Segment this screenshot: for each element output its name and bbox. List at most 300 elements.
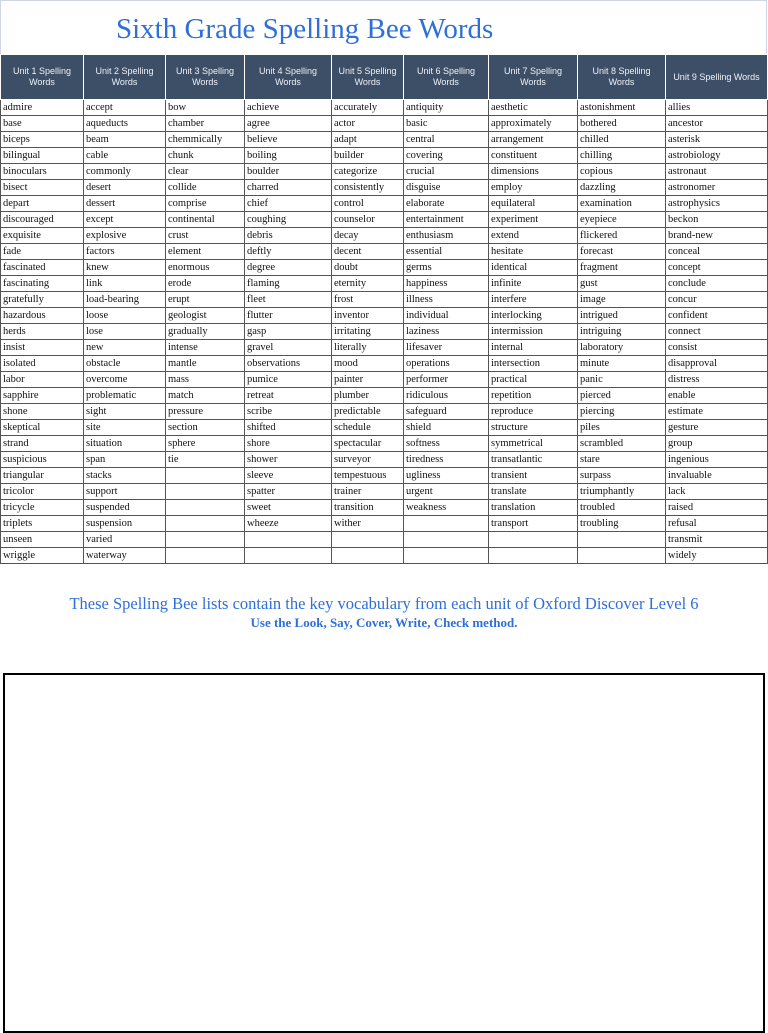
word-cell: eyepiece	[578, 212, 666, 228]
word-cell: transatlantic	[489, 452, 578, 468]
table-row	[1, 420, 768, 436]
word-cell: beckon	[666, 212, 768, 228]
word-cell: frost	[332, 292, 404, 308]
word-cell: debris	[245, 228, 332, 244]
word-cell: lose	[84, 324, 166, 340]
word-cell: hazardous	[1, 308, 84, 324]
word-cell: suspension	[84, 516, 166, 532]
word-cell: dimensions	[489, 164, 578, 180]
table-row	[1, 452, 768, 468]
word-cell: believe	[245, 132, 332, 148]
word-cell: isolated	[1, 356, 84, 372]
word-cell: sleeve	[245, 468, 332, 484]
word-cell: pumice	[245, 372, 332, 388]
word-cell: mantle	[166, 356, 245, 372]
word-cell: widely	[666, 548, 768, 564]
table-row	[1, 196, 768, 212]
word-cell: tempestuous	[332, 468, 404, 484]
word-cell: intriguing	[578, 324, 666, 340]
word-cell: crust	[166, 228, 245, 244]
table-row	[1, 436, 768, 452]
word-cell: triplets	[1, 516, 84, 532]
word-cell: decent	[332, 244, 404, 260]
word-cell	[166, 468, 245, 484]
word-cell	[245, 548, 332, 564]
word-cell: antiquity	[404, 100, 489, 116]
word-cell: explosive	[84, 228, 166, 244]
word-cell: tie	[166, 452, 245, 468]
word-cell	[404, 516, 489, 532]
word-cell: group	[666, 436, 768, 452]
column-header-unit-3: Unit 3 Spelling Words	[166, 55, 245, 100]
word-cell: counselor	[332, 212, 404, 228]
word-cell: biceps	[1, 132, 84, 148]
word-cell: stacks	[84, 468, 166, 484]
word-cell: painter	[332, 372, 404, 388]
word-cell: suspended	[84, 500, 166, 516]
word-cell: varied	[84, 532, 166, 548]
word-cell: troubled	[578, 500, 666, 516]
table-row	[1, 388, 768, 404]
column-header-unit-1: Unit 1 Spelling Words	[1, 55, 84, 100]
page-title: Sixth Grade Spelling Bee Words	[116, 13, 494, 45]
word-cell: enthusiasm	[404, 228, 489, 244]
word-cell	[166, 516, 245, 532]
word-cell: enable	[666, 388, 768, 404]
word-cell: brand-new	[666, 228, 768, 244]
word-cell: illness	[404, 292, 489, 308]
word-cell	[166, 548, 245, 564]
word-cell: section	[166, 420, 245, 436]
word-cell: geologist	[166, 308, 245, 324]
word-cell: estimate	[666, 404, 768, 420]
word-cell: shore	[245, 436, 332, 452]
word-cell	[489, 532, 578, 548]
word-cell: fascinated	[1, 260, 84, 276]
word-cell: structure	[489, 420, 578, 436]
table-row	[1, 372, 768, 388]
word-cell: unseen	[1, 532, 84, 548]
writing-box	[3, 673, 765, 1033]
word-cell: binoculars	[1, 164, 84, 180]
word-cell: invaluable	[666, 468, 768, 484]
word-cell: chemmically	[166, 132, 245, 148]
word-cell: sapphire	[1, 388, 84, 404]
table-row	[1, 244, 768, 260]
table-row	[1, 260, 768, 276]
word-cell: problematic	[84, 388, 166, 404]
word-cell: dazzling	[578, 180, 666, 196]
table-row	[1, 100, 768, 116]
word-cell	[166, 484, 245, 500]
table-row	[1, 276, 768, 292]
word-cell: depart	[1, 196, 84, 212]
word-cell: equilateral	[489, 196, 578, 212]
spelling-table-container	[0, 54, 767, 564]
word-cell: essential	[404, 244, 489, 260]
word-cell: forecast	[578, 244, 666, 260]
column-header-unit-2: Unit 2 Spelling Words	[84, 55, 166, 100]
word-cell: coughing	[245, 212, 332, 228]
word-cell: examination	[578, 196, 666, 212]
word-cell: ingenious	[666, 452, 768, 468]
word-cell: site	[84, 420, 166, 436]
word-cell: gesture	[666, 420, 768, 436]
word-cell: categorize	[332, 164, 404, 180]
word-cell: astronaut	[666, 164, 768, 180]
word-cell: intrigued	[578, 308, 666, 324]
word-cell: piercing	[578, 404, 666, 420]
word-cell: suspicious	[1, 452, 84, 468]
word-cell: conclude	[666, 276, 768, 292]
word-cell: eternity	[332, 276, 404, 292]
word-cell: admire	[1, 100, 84, 116]
word-cell: scrambled	[578, 436, 666, 452]
word-cell	[245, 532, 332, 548]
word-cell: concept	[666, 260, 768, 276]
word-cell: link	[84, 276, 166, 292]
word-cell: commonly	[84, 164, 166, 180]
word-cell: pierced	[578, 388, 666, 404]
word-cell: urgent	[404, 484, 489, 500]
word-cell: fascinating	[1, 276, 84, 292]
word-cell: translate	[489, 484, 578, 500]
word-cell: bothered	[578, 116, 666, 132]
word-cell: exquisite	[1, 228, 84, 244]
title-bar	[0, 0, 767, 54]
word-cell: accept	[84, 100, 166, 116]
word-cell: concur	[666, 292, 768, 308]
word-cell: strand	[1, 436, 84, 452]
word-cell: happiness	[404, 276, 489, 292]
word-cell: tricolor	[1, 484, 84, 500]
word-cell: constituent	[489, 148, 578, 164]
word-cell: base	[1, 116, 84, 132]
word-cell: intermission	[489, 324, 578, 340]
word-cell: sight	[84, 404, 166, 420]
word-cell: astronomer	[666, 180, 768, 196]
word-cell: obstacle	[84, 356, 166, 372]
word-cell: intense	[166, 340, 245, 356]
table-row	[1, 548, 768, 564]
word-cell: factors	[84, 244, 166, 260]
word-cell: aqueducts	[84, 116, 166, 132]
word-cell: cable	[84, 148, 166, 164]
word-cell: labor	[1, 372, 84, 388]
word-cell: troubling	[578, 516, 666, 532]
word-cell: span	[84, 452, 166, 468]
word-cell: gradually	[166, 324, 245, 340]
word-cell: repetition	[489, 388, 578, 404]
word-cell: bow	[166, 100, 245, 116]
word-cell: connect	[666, 324, 768, 340]
word-cell: decay	[332, 228, 404, 244]
word-cell: charred	[245, 180, 332, 196]
word-cell	[166, 500, 245, 516]
table-row	[1, 116, 768, 132]
word-cell: softness	[404, 436, 489, 452]
word-cell: raised	[666, 500, 768, 516]
word-cell: hesitate	[489, 244, 578, 260]
word-cell: transient	[489, 468, 578, 484]
column-header-unit-5: Unit 5 Spelling Words	[332, 55, 404, 100]
word-cell: image	[578, 292, 666, 308]
table-row	[1, 324, 768, 340]
word-cell: lack	[666, 484, 768, 500]
table-row	[1, 212, 768, 228]
word-cell: fragment	[578, 260, 666, 276]
word-cell: element	[166, 244, 245, 260]
word-cell: infinite	[489, 276, 578, 292]
word-cell: desert	[84, 180, 166, 196]
word-cell: laziness	[404, 324, 489, 340]
word-cell: conceal	[666, 244, 768, 260]
word-cell: surveyor	[332, 452, 404, 468]
word-cell: doubt	[332, 260, 404, 276]
word-cell	[489, 548, 578, 564]
word-cell	[332, 532, 404, 548]
word-cell: waterway	[84, 548, 166, 564]
word-cell: match	[166, 388, 245, 404]
column-header-unit-6: Unit 6 Spelling Words	[404, 55, 489, 100]
word-cell: wriggle	[1, 548, 84, 564]
word-cell	[404, 548, 489, 564]
word-cell: chilled	[578, 132, 666, 148]
word-cell	[578, 532, 666, 548]
word-cell: astrobiology	[666, 148, 768, 164]
word-cell: schedule	[332, 420, 404, 436]
word-cell: dessert	[84, 196, 166, 212]
word-cell: enormous	[166, 260, 245, 276]
word-cell	[404, 532, 489, 548]
word-cell: load-bearing	[84, 292, 166, 308]
word-cell: herds	[1, 324, 84, 340]
word-cell: new	[84, 340, 166, 356]
word-cell: internal	[489, 340, 578, 356]
word-cell: panic	[578, 372, 666, 388]
word-cell: insist	[1, 340, 84, 356]
word-cell: shone	[1, 404, 84, 420]
word-cell: reproduce	[489, 404, 578, 420]
word-cell: transition	[332, 500, 404, 516]
word-cell: situation	[84, 436, 166, 452]
table-row	[1, 484, 768, 500]
word-cell: ancestor	[666, 116, 768, 132]
word-cell: knew	[84, 260, 166, 276]
word-cell: lifesaver	[404, 340, 489, 356]
word-cell: continental	[166, 212, 245, 228]
word-cell: skeptical	[1, 420, 84, 436]
word-cell: comprise	[166, 196, 245, 212]
word-cell: collide	[166, 180, 245, 196]
table-row	[1, 340, 768, 356]
word-cell: boiling	[245, 148, 332, 164]
word-cell: triangular	[1, 468, 84, 484]
word-cell: intersection	[489, 356, 578, 372]
word-cell: beam	[84, 132, 166, 148]
word-cell: interlocking	[489, 308, 578, 324]
word-cell: approximately	[489, 116, 578, 132]
word-cell: crucial	[404, 164, 489, 180]
word-cell: shield	[404, 420, 489, 436]
word-cell: deftly	[245, 244, 332, 260]
word-cell: chilling	[578, 148, 666, 164]
word-cell: covering	[404, 148, 489, 164]
word-cell: predictable	[332, 404, 404, 420]
word-cell: chunk	[166, 148, 245, 164]
word-cell: fade	[1, 244, 84, 260]
word-cell: plumber	[332, 388, 404, 404]
spelling-words-table	[0, 54, 768, 564]
word-cell: tricycle	[1, 500, 84, 516]
word-cell	[578, 548, 666, 564]
word-cell: chief	[245, 196, 332, 212]
table-row	[1, 164, 768, 180]
word-cell: central	[404, 132, 489, 148]
word-cell: achieve	[245, 100, 332, 116]
word-cell: ridiculous	[404, 388, 489, 404]
word-cell: degree	[245, 260, 332, 276]
word-cell: accurately	[332, 100, 404, 116]
word-cell: mood	[332, 356, 404, 372]
word-cell: except	[84, 212, 166, 228]
word-cell: scribe	[245, 404, 332, 420]
table-row	[1, 404, 768, 420]
word-cell: triumphantly	[578, 484, 666, 500]
word-cell: arrangement	[489, 132, 578, 148]
word-cell: inventor	[332, 308, 404, 324]
word-cell: consistently	[332, 180, 404, 196]
word-cell: discouraged	[1, 212, 84, 228]
word-cell: erode	[166, 276, 245, 292]
word-cell: gust	[578, 276, 666, 292]
word-cell: disapproval	[666, 356, 768, 372]
word-cell: copious	[578, 164, 666, 180]
table-row	[1, 500, 768, 516]
word-cell: control	[332, 196, 404, 212]
word-cell: translation	[489, 500, 578, 516]
footer-note: These Spelling Bee lists contain the key vocabulary from each unit of Oxford Discover Level 6	[69, 594, 699, 613]
word-cell: mass	[166, 372, 245, 388]
table-row	[1, 228, 768, 244]
word-cell: allies	[666, 100, 768, 116]
table-row	[1, 468, 768, 484]
word-cell: experiment	[489, 212, 578, 228]
word-cell: gratefully	[1, 292, 84, 308]
word-cell: sphere	[166, 436, 245, 452]
word-cell: chamber	[166, 116, 245, 132]
word-cell: sweet	[245, 500, 332, 516]
word-cell: minute	[578, 356, 666, 372]
word-cell: distress	[666, 372, 768, 388]
word-cell: piles	[578, 420, 666, 436]
word-cell: pressure	[166, 404, 245, 420]
word-cell: clear	[166, 164, 245, 180]
word-cell: gasp	[245, 324, 332, 340]
word-cell: confident	[666, 308, 768, 324]
word-cell: surpass	[578, 468, 666, 484]
word-cell: boulder	[245, 164, 332, 180]
word-cell: germs	[404, 260, 489, 276]
word-cell: consist	[666, 340, 768, 356]
word-cell: shower	[245, 452, 332, 468]
column-header-unit-4: Unit 4 Spelling Words	[245, 55, 332, 100]
word-cell: bilingual	[1, 148, 84, 164]
word-cell: actor	[332, 116, 404, 132]
word-cell: asterisk	[666, 132, 768, 148]
word-cell: bisect	[1, 180, 84, 196]
table-row	[1, 132, 768, 148]
table-row	[1, 516, 768, 532]
table-row	[1, 180, 768, 196]
word-cell: safeguard	[404, 404, 489, 420]
word-cell	[332, 548, 404, 564]
table-row	[1, 532, 768, 548]
word-cell: entertainment	[404, 212, 489, 228]
word-cell: spatter	[245, 484, 332, 500]
table-body	[1, 100, 768, 564]
word-cell: retreat	[245, 388, 332, 404]
word-cell: flaming	[245, 276, 332, 292]
word-cell: gravel	[245, 340, 332, 356]
table-header-row	[1, 55, 768, 100]
word-cell: erupt	[166, 292, 245, 308]
word-cell: support	[84, 484, 166, 500]
word-cell: irritating	[332, 324, 404, 340]
word-cell: refusal	[666, 516, 768, 532]
word-cell: performer	[404, 372, 489, 388]
word-cell: wheeze	[245, 516, 332, 532]
word-cell	[166, 532, 245, 548]
word-cell: identical	[489, 260, 578, 276]
word-cell: basic	[404, 116, 489, 132]
word-cell: stare	[578, 452, 666, 468]
word-cell: astrophysics	[666, 196, 768, 212]
word-cell: flickered	[578, 228, 666, 244]
word-cell: individual	[404, 308, 489, 324]
word-cell: astonishment	[578, 100, 666, 116]
word-cell: spectacular	[332, 436, 404, 452]
column-header-unit-9: Unit 9 Spelling Words	[666, 55, 768, 100]
word-cell: practical	[489, 372, 578, 388]
word-cell: flutter	[245, 308, 332, 324]
word-cell: wither	[332, 516, 404, 532]
word-cell: extend	[489, 228, 578, 244]
word-cell: adapt	[332, 132, 404, 148]
word-cell: laboratory	[578, 340, 666, 356]
word-cell: interfere	[489, 292, 578, 308]
word-cell: fleet	[245, 292, 332, 308]
word-cell: loose	[84, 308, 166, 324]
word-cell: employ	[489, 180, 578, 196]
word-cell: literally	[332, 340, 404, 356]
word-cell: ugliness	[404, 468, 489, 484]
table-row	[1, 356, 768, 372]
footer-instruction: Use the Look, Say, Cover, Write, Check method.	[250, 615, 518, 630]
word-cell: aesthetic	[489, 100, 578, 116]
word-cell: disguise	[404, 180, 489, 196]
word-cell: transmit	[666, 532, 768, 548]
word-cell: transport	[489, 516, 578, 532]
word-cell: trainer	[332, 484, 404, 500]
word-cell: shifted	[245, 420, 332, 436]
column-header-unit-8: Unit 8 Spelling Words	[578, 55, 666, 100]
table-row	[1, 148, 768, 164]
table-row	[1, 292, 768, 308]
word-cell: symmetrical	[489, 436, 578, 452]
word-cell: observations	[245, 356, 332, 372]
word-cell: builder	[332, 148, 404, 164]
